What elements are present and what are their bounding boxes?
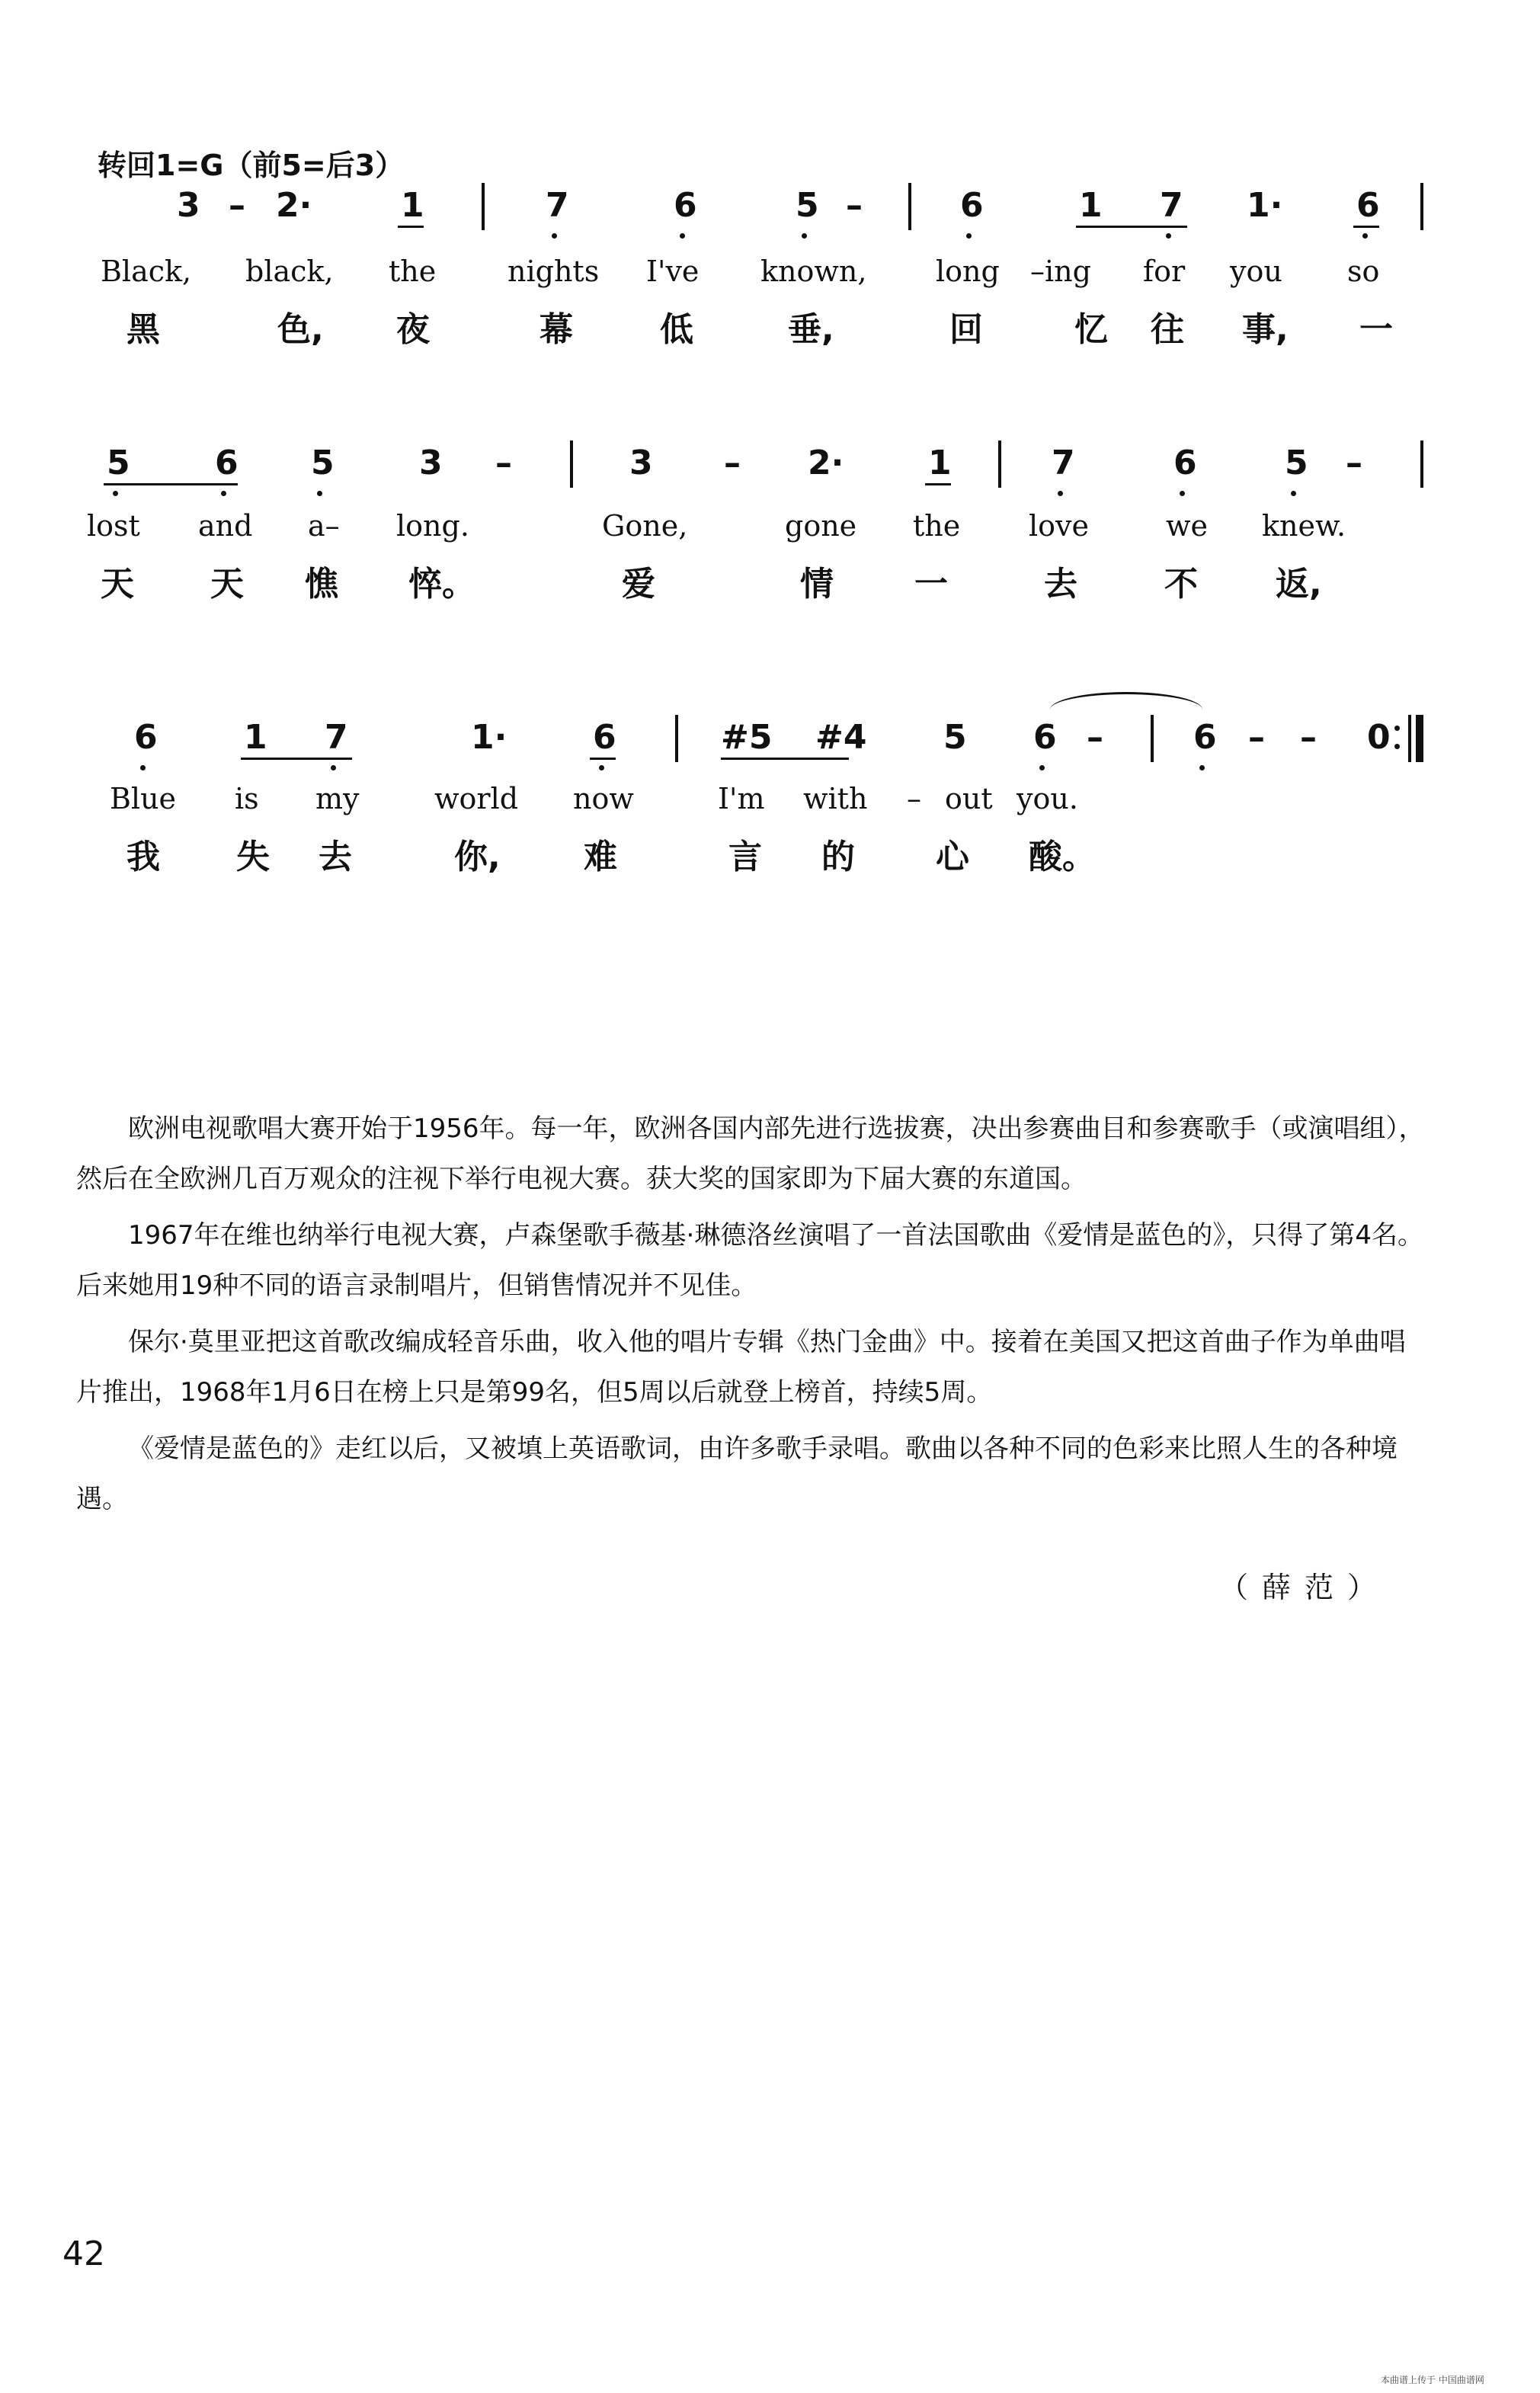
lyric-en: knew. [1262, 509, 1346, 543]
lyric-en: I'm [718, 782, 765, 815]
lyric-en: now [573, 782, 634, 815]
note: 6 [960, 186, 984, 225]
repeat-dot [1394, 726, 1400, 731]
paragraph: 《爱情是蓝色的》走红以后，又被填上英语歌词，由许多歌手录唱。歌曲以各种不同的色彩来比照人生的各种境遇。 [76, 1434, 1398, 1514]
barline [570, 440, 573, 488]
underline [590, 758, 616, 760]
lyric-en: Blue [110, 782, 177, 815]
lyric-en: long. [396, 509, 469, 543]
lyric-zh: 不 [1164, 565, 1198, 604]
lyric-en: is [235, 782, 259, 815]
underline [398, 226, 424, 228]
note: – [1248, 718, 1265, 757]
octave-dot [1291, 491, 1296, 496]
underline [925, 483, 951, 485]
paragraph: 1967年在维也纳举行电视大赛，卢森堡歌手薇基·琳德洛丝演唱了一首法国歌曲《爱情是蓝色的》，只得了第4名。后来她用19种不同的语言录制唱片，但销售情况并不见佳。 [76, 1220, 1423, 1301]
lyric-zh: 回 [949, 310, 983, 349]
lyric-zh: 一 [1359, 310, 1393, 349]
barline [482, 183, 485, 230]
lyric-en: a– [308, 509, 340, 543]
underline [104, 483, 238, 485]
lyric-zh: 你, [454, 838, 501, 876]
octave-dot [1362, 233, 1368, 239]
octave-dot [966, 233, 972, 239]
lyric-zh: 夜 [396, 310, 430, 349]
lyric-en: so [1347, 255, 1380, 288]
octave-dot [1039, 765, 1045, 770]
lyric-zh: 悴。 [408, 565, 475, 604]
lyric-en: known, [760, 255, 867, 288]
note: 5 [943, 718, 967, 757]
lyric-en: black, [245, 255, 334, 288]
note: 5 [311, 444, 335, 482]
note: 1 [401, 186, 424, 225]
barline [1420, 183, 1423, 230]
lyric-zh: 忆 [1074, 310, 1108, 349]
repeat-dot [1394, 744, 1400, 749]
lyric-zh: 失 [236, 838, 270, 876]
note: – [229, 186, 245, 225]
lyric-en: Gone, [602, 509, 688, 543]
note: 5 [796, 186, 819, 225]
repeat-barline-thin [1408, 715, 1411, 762]
lyric-zh: 黑 [126, 310, 160, 349]
lyric-en: nights [507, 255, 600, 288]
octave-dot [552, 233, 557, 239]
barline [1151, 715, 1154, 762]
page-number: 42 [62, 2234, 105, 2273]
octave-dot [599, 765, 604, 770]
note: 6 [215, 444, 239, 482]
lyric-zh: 往 [1151, 310, 1184, 349]
lyric-en: you. [1017, 782, 1078, 815]
note: 0 [1367, 718, 1391, 757]
lyric-en: –ing [1030, 255, 1091, 288]
lyric-en: – [907, 782, 921, 815]
lyric-en: and [198, 509, 253, 543]
lyric-zh: 情 [800, 565, 834, 604]
note: 5 [1285, 444, 1308, 482]
lyric-zh: 垂, [788, 310, 834, 349]
note: – [846, 186, 863, 225]
lyric-en: my [315, 782, 360, 815]
note: 6 [1033, 718, 1057, 757]
note: #5 [721, 718, 773, 757]
note: – [1087, 718, 1103, 757]
lyric-zh: 去 [319, 838, 352, 876]
lyric-en: Black, [101, 255, 192, 288]
note: #4 [815, 718, 867, 757]
note: 2· [808, 444, 844, 482]
note: 7 [1160, 186, 1183, 225]
note: 6 [1193, 718, 1217, 757]
lyric-en: lost [87, 509, 140, 543]
lyric-zh: 憔 [305, 565, 338, 604]
octave-dot [680, 233, 685, 239]
lyric-zh: 一 [914, 565, 948, 604]
barline [998, 440, 1001, 488]
note: 6 [674, 186, 697, 225]
barline [908, 183, 911, 230]
tie-arc [1050, 692, 1202, 710]
lyric-zh: 爱 [622, 565, 655, 604]
lyric-zh: 天 [101, 565, 134, 604]
note: 3 [629, 444, 653, 482]
note: 6 [134, 718, 158, 757]
note: 1 [244, 718, 267, 757]
lyric-en: love [1029, 509, 1089, 543]
lyric-en: long [936, 255, 1000, 288]
octave-dot [1199, 765, 1205, 770]
article-body [76, 1104, 1425, 1530]
octave-dot [1180, 491, 1185, 496]
note: 3 [419, 444, 443, 482]
lyric-zh: 去 [1044, 565, 1077, 604]
note: 1· [1247, 186, 1283, 225]
lyric-en: gone [785, 509, 857, 543]
lyric-zh: 低 [660, 310, 693, 349]
note: 7 [325, 718, 348, 757]
note: 3 [177, 186, 200, 225]
underline [721, 758, 849, 760]
note: 7 [1052, 444, 1075, 482]
octave-dot [140, 765, 146, 770]
author-credit: （薛范） [1219, 1571, 1391, 1604]
note: 5 [107, 444, 130, 482]
lyric-en: you [1230, 255, 1282, 288]
paragraph: 保尔·莫里亚把这首歌改编成轻音乐曲，收入他的唱片专辑《热门金曲》中。接着在美国又把这首曲子作为单曲唱片推出，1968年1月6日在榜上只是第99名，但5周以后就登上榜首，持续5周。 [76, 1327, 1406, 1408]
octave-dot [113, 491, 118, 496]
lyric-zh: 事, [1242, 310, 1289, 349]
lyric-zh: 幕 [539, 310, 573, 349]
key-change-marking: 转回1=G（前5=后3） [98, 149, 405, 182]
octave-dot [1166, 233, 1171, 239]
octave-dot [1058, 491, 1063, 496]
repeat-barline-thick [1416, 715, 1423, 762]
lyric-zh: 酸。 [1029, 838, 1096, 876]
barline [675, 715, 678, 762]
note: 1 [928, 444, 952, 482]
note: 6 [1173, 444, 1197, 482]
lyric-zh: 难 [584, 838, 617, 876]
lyric-zh: 心 [936, 838, 969, 876]
lyric-zh: 的 [821, 838, 855, 876]
lyric-en: the [913, 509, 961, 543]
note: – [724, 444, 741, 482]
paragraph: 欧洲电视歌唱大赛开始于1956年。每一年，欧洲各国内部先进行选拔赛，决出参赛曲目和参赛歌手（或演唱组），然后在全欧洲几百万观众的注视下举行电视大赛。获大奖的国家即为下届大赛的东道国。 [76, 1113, 1425, 1194]
note: – [1300, 718, 1317, 757]
lyric-zh: 色, [277, 310, 324, 349]
lyric-en: for [1143, 255, 1186, 288]
octave-dot [221, 491, 226, 496]
lyric-en: out [945, 782, 993, 815]
barline [1420, 440, 1423, 488]
note: 6 [593, 718, 616, 757]
note: 1 [1079, 186, 1103, 225]
note: – [495, 444, 512, 482]
footer-watermark: 本曲谱上传于 中国曲谱网 [1381, 2375, 1484, 2385]
lyric-en: we [1166, 509, 1209, 543]
lyric-zh: 我 [126, 838, 160, 876]
lyric-zh: 返, [1276, 565, 1322, 604]
lyric-zh: 天 [210, 565, 244, 604]
note: 6 [1356, 186, 1380, 225]
octave-dot [802, 233, 807, 239]
note: – [1346, 444, 1362, 482]
lyric-en: I've [646, 255, 700, 288]
note: 1· [471, 718, 507, 757]
note: 2· [276, 186, 312, 225]
underline [1353, 226, 1379, 228]
lyric-en: the [389, 255, 437, 288]
lyric-en: world [434, 782, 519, 815]
underline [1076, 226, 1187, 228]
underline [241, 758, 352, 760]
note: 7 [546, 186, 569, 225]
lyric-en: with [803, 782, 868, 815]
lyric-zh: 言 [728, 838, 762, 876]
octave-dot [331, 765, 336, 770]
octave-dot [317, 491, 322, 496]
